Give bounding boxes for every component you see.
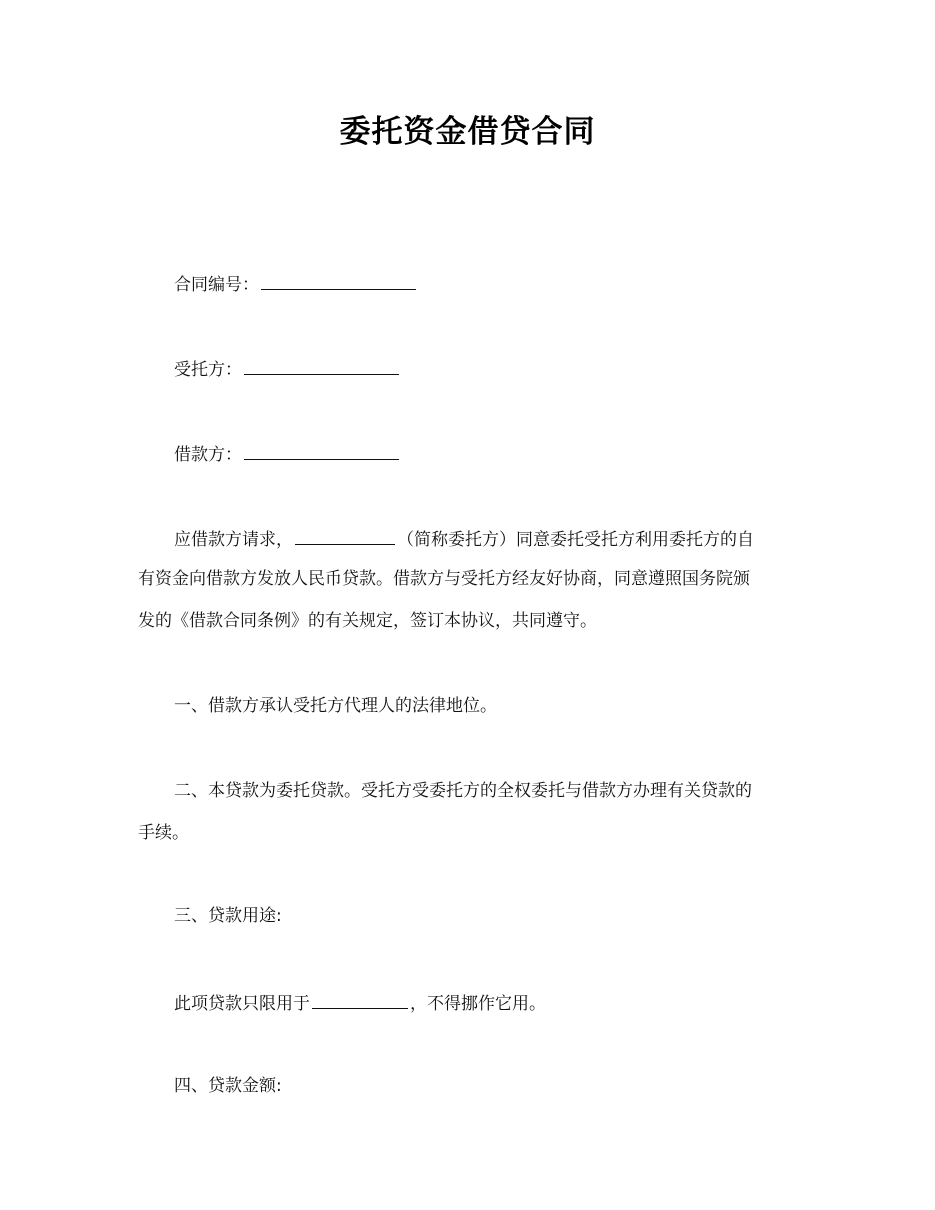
preamble-line-1 [174, 524, 754, 553]
borrower-label: 借款方： [174, 445, 242, 465]
preamble-prefix: 应借款方请求， [174, 530, 293, 550]
preamble-suffix: （简称委托方）同意委托受托方利用委托方的自 [397, 530, 754, 550]
borrower-blank [244, 439, 399, 460]
loan-purpose-prefix: 此项贷款只限用于 [174, 994, 310, 1014]
clause-3-heading: 三、贷款用途: [174, 906, 282, 926]
preamble-line-2: 有资金向借款方发放人民币贷款。借款方与受托方经友好协商，同意遵照国务院颁 [138, 569, 750, 589]
contract-number-line [174, 269, 418, 298]
contract-number-blank [261, 269, 416, 290]
clause-2-line-2: 手续。 [138, 823, 189, 843]
clause-3-body [174, 988, 546, 1017]
contract-number-label: 合同编号： [174, 275, 259, 295]
trustee-label: 受托方： [174, 360, 242, 380]
borrower-line [174, 439, 401, 468]
clause-2-line-1: 二、本贷款为委托贷款。受托方受委托方的全权委托与借款方办理有关贷款的 [174, 781, 752, 801]
trustee-line [174, 354, 401, 383]
document-title: 委托资金借贷合同 [339, 114, 596, 150]
preamble-line-3: 发的《借款合同条例》的有关规定，签订本协议，共同遵守。 [138, 611, 597, 631]
trustee-blank [244, 354, 399, 375]
clause-1: 一、借款方承认受托方代理人的法律地位。 [174, 696, 497, 716]
clause-4-heading: 四、贷款金额: [174, 1076, 282, 1096]
entrustor-blank [295, 524, 395, 545]
loan-purpose-suffix: ，不得挪作它用。 [410, 994, 546, 1014]
loan-purpose-blank [312, 988, 408, 1009]
